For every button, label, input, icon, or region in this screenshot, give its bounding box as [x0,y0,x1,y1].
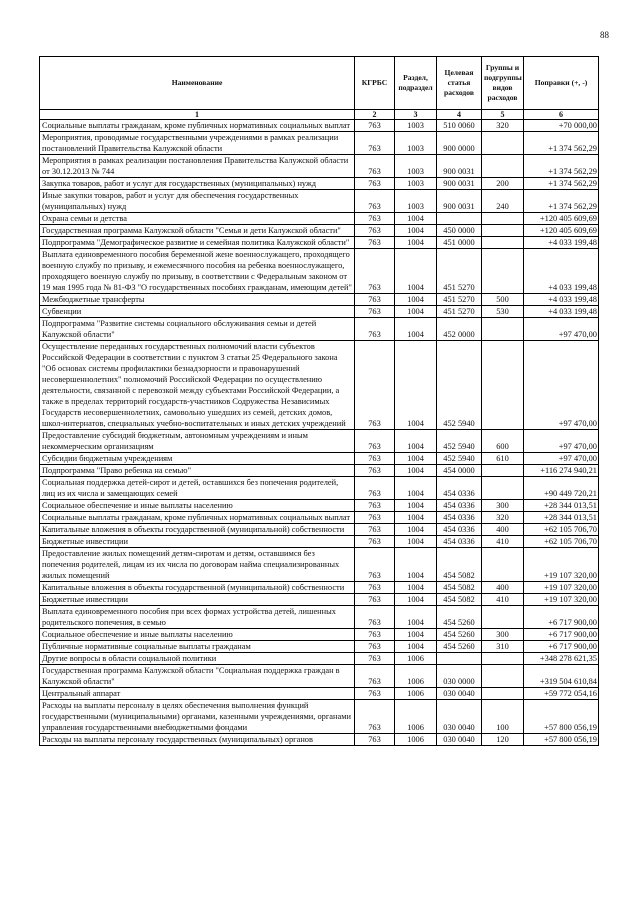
row-expense-type: 300 [482,500,524,512]
row-target-article: 454 0336 [437,512,482,524]
row-kgrbs: 763 [355,688,395,700]
row-razdel: 1006 [395,734,437,746]
row-kgrbs: 763 [355,582,395,594]
row-target-article: 030 0040 [437,700,482,734]
row-name: Государственная программа Калужской области "Социальная поддержка граждан в Калужской области" [40,665,355,688]
row-amount: +57 800 056,19 [524,734,599,746]
table-header-row [40,57,599,110]
row-name: Мероприятия в рамках реализации постановления Правительства Калужской области от 30.12.2013 № 744 [40,155,355,178]
page-number: 88 [600,30,609,40]
row-kgrbs: 763 [355,318,395,341]
table-row [40,249,599,294]
row-kgrbs: 763 [355,465,395,477]
row-amount: +6 717 900,00 [524,629,599,641]
row-expense-type: 600 [482,430,524,453]
row-name: Подпрограмма "Развитие системы социального обслуживания семьи и детей Калужской области" [40,318,355,341]
row-razdel: 1003 [395,132,437,155]
row-target-article: 450 0000 [437,225,482,237]
row-razdel: 1004 [395,629,437,641]
col-number: 2 [355,110,395,120]
row-razdel: 1004 [395,548,437,582]
table-row [40,665,599,688]
row-kgrbs: 763 [355,536,395,548]
row-amount: +57 800 056,19 [524,700,599,734]
row-expense-type [482,249,524,294]
row-target-article: 900 0031 [437,190,482,213]
row-amount: +4 033 199,48 [524,294,599,306]
row-amount: +19 107 320,00 [524,594,599,606]
row-target-article: 454 0336 [437,524,482,536]
row-expense-type: 240 [482,190,524,213]
row-name: Субвенции [40,306,355,318]
row-kgrbs: 763 [355,213,395,225]
row-kgrbs: 763 [355,306,395,318]
row-name: Расходы на выплаты персоналу в целях обеспечения выполнения функций государственными (муниципальными) органами, казенными учреждениями, органами управления государственными внебюджетными фондами [40,700,355,734]
table-row [40,294,599,306]
row-name: Субсидии бюджетным учреждениям [40,453,355,465]
row-name: Предоставление жилых помещений детям-сиротам и детям, оставшимся без попечения родителей, лицам из их числа по договорам найма специализированных жилых помещений [40,548,355,582]
row-razdel: 1004 [395,294,437,306]
row-amount: +4 033 199,48 [524,237,599,249]
row-kgrbs: 763 [355,237,395,249]
row-name: Иные закупки товаров, работ и услуг для обеспечения государственных (муниципальных) нужд [40,190,355,213]
row-name: Предоставление субсидий бюджетным, автономным учреждениям и иным некоммерческим организациям [40,430,355,453]
row-expense-type: 310 [482,641,524,653]
row-expense-type [482,318,524,341]
row-amount: +4 033 199,48 [524,249,599,294]
row-name: Осуществление переданных государственных полномочий власти субъектов Российской Федерации в соответствии с пунктом 3 статьи 25 Федерального закона "Об основах системы профилактики безнадзорности и правонарушений несовершеннолетних" полномочий Российской Федерации по осуществлению деятельности, связанной с перевозкой между субъектами Российской Федерации, а также в пределах территорий государств-участников Содружества Независимых Государств несовершеннолетних, самовольно ушедших из семей, детских домов, школ-интернатов, специальных учебно-воспитательных и иных детских учреждений [40,341,355,430]
row-name: Другие вопросы в области социальной политики [40,653,355,665]
row-kgrbs: 763 [355,734,395,746]
row-razdel: 1006 [395,665,437,688]
row-expense-type [482,155,524,178]
table-row [40,132,599,155]
row-name: Капитальные вложения в объекты государственной (муниципальной) собственности [40,524,355,536]
row-amount: +59 772 054,16 [524,688,599,700]
row-target-article: 900 0031 [437,178,482,190]
row-razdel: 1004 [395,477,437,500]
row-kgrbs: 763 [355,249,395,294]
row-kgrbs: 763 [355,512,395,524]
row-target-article: 454 5260 [437,629,482,641]
row-name: Публичные нормативные социальные выплаты гражданам [40,641,355,653]
row-amount: +62 105 706,70 [524,536,599,548]
row-kgrbs: 763 [355,190,395,213]
row-kgrbs: 763 [355,430,395,453]
row-name: Охрана семьи и детства [40,213,355,225]
row-kgrbs: 763 [355,629,395,641]
row-amount: +28 344 013,51 [524,500,599,512]
row-razdel: 1004 [395,306,437,318]
row-name: Выплата единовременного пособия беременной жене военнослужащего, проходящего военную службу по призыву, и ежемесячного пособия на ребенка военнослужащего, проходящего военную службу по призыву, в соответствии с Федеральным законом от 19 мая 1995 года № 81-ФЗ "О государственных пособиях гражданам, имеющим детей" [40,249,355,294]
row-target-article: 454 5082 [437,582,482,594]
row-target-article [437,653,482,665]
row-target-article: 900 0031 [437,155,482,178]
row-amount: +348 278 621,35 [524,653,599,665]
table-row [40,120,599,132]
row-expense-type [482,653,524,665]
row-kgrbs: 763 [355,477,395,500]
row-target-article: 454 5082 [437,548,482,582]
row-kgrbs: 763 [355,132,395,155]
row-target-article: 454 0336 [437,477,482,500]
row-expense-type: 320 [482,512,524,524]
row-razdel: 1004 [395,453,437,465]
row-name: Социальные выплаты гражданам, кроме публичных нормативных социальных выплат [40,120,355,132]
table-row [40,629,599,641]
row-kgrbs: 763 [355,500,395,512]
row-razdel: 1004 [395,594,437,606]
table-row [40,178,599,190]
row-expense-type [482,213,524,225]
row-amount: +1 374 562,29 [524,190,599,213]
row-kgrbs: 763 [355,225,395,237]
row-kgrbs: 763 [355,178,395,190]
row-razdel: 1006 [395,688,437,700]
table-row [40,453,599,465]
row-expense-type [482,132,524,155]
row-name: Государственная программа Калужской области "Семья и дети Калужской области" [40,225,355,237]
row-amount: +116 274 940,21 [524,465,599,477]
row-kgrbs: 763 [355,641,395,653]
row-name: Расходы на выплаты персоналу государственных (муниципальных) органов [40,734,355,746]
row-razdel: 1004 [395,641,437,653]
col-number: 4 [437,110,482,120]
row-kgrbs: 763 [355,294,395,306]
row-expense-type [482,688,524,700]
row-razdel: 1004 [395,213,437,225]
row-razdel: 1003 [395,155,437,178]
row-amount: +70 000,00 [524,120,599,132]
row-expense-type: 320 [482,120,524,132]
row-amount: +6 717 900,00 [524,641,599,653]
row-expense-type: 300 [482,629,524,641]
table-row [40,582,599,594]
row-razdel: 1004 [395,465,437,477]
col-header-kgrbs: КГРБС [355,57,395,110]
row-target-article: 451 5270 [437,249,482,294]
row-amount: +97 470,00 [524,453,599,465]
row-kgrbs: 763 [355,665,395,688]
col-number: 3 [395,110,437,120]
row-amount: +19 107 320,00 [524,548,599,582]
row-expense-type: 610 [482,453,524,465]
table-row [40,155,599,178]
table-row [40,700,599,734]
row-amount: +1 374 562,29 [524,155,599,178]
table-row [40,688,599,700]
table-row [40,341,599,430]
row-razdel: 1004 [395,430,437,453]
table-row [40,594,599,606]
column-number-row [40,110,599,120]
row-kgrbs: 763 [355,341,395,430]
row-razdel: 1006 [395,653,437,665]
row-razdel: 1004 [395,524,437,536]
row-razdel: 1003 [395,178,437,190]
row-amount: +62 105 706,70 [524,524,599,536]
row-kgrbs: 763 [355,155,395,178]
table-row [40,318,599,341]
row-amount: +6 717 900,00 [524,606,599,629]
row-target-article: 454 5260 [437,606,482,629]
table-row [40,548,599,582]
row-expense-type [482,606,524,629]
row-expense-type [482,477,524,500]
table-body [40,120,599,746]
row-target-article: 454 5260 [437,641,482,653]
col-number: 5 [482,110,524,120]
table-row [40,524,599,536]
row-target-article: 900 0000 [437,132,482,155]
row-amount: +28 344 013,51 [524,512,599,524]
row-amount: +97 470,00 [524,318,599,341]
table-row [40,225,599,237]
row-target-article: 030 0000 [437,665,482,688]
row-amount: +97 470,00 [524,430,599,453]
row-razdel: 1004 [395,500,437,512]
table-row [40,606,599,629]
row-name: Выплата единовременного пособия при всех формах устройства детей, лишенных родительского попечения, в семью [40,606,355,629]
row-target-article: 454 0336 [437,536,482,548]
row-amount: +1 374 562,29 [524,132,599,155]
row-name: Центральный аппарат [40,688,355,700]
row-name: Межбюджетные трансферты [40,294,355,306]
row-target-article: 451 0000 [437,237,482,249]
col-header-vr: Группы и подгруппы видов расходов [482,57,524,110]
row-name: Подпрограмма "Право ребенка на семью" [40,465,355,477]
row-target-article: 452 0000 [437,318,482,341]
row-razdel: 1004 [395,512,437,524]
budget-table [39,56,599,746]
row-razdel: 1003 [395,120,437,132]
row-razdel: 1003 [395,190,437,213]
row-razdel: 1004 [395,606,437,629]
row-amount: +120 405 609,69 [524,213,599,225]
table-row [40,306,599,318]
row-target-article: 454 0000 [437,465,482,477]
col-number: 6 [524,110,599,120]
row-amount: +90 449 720,21 [524,477,599,500]
row-target-article: 030 0040 [437,688,482,700]
row-expense-type: 410 [482,594,524,606]
row-expense-type: 100 [482,700,524,734]
row-target-article: 454 0336 [437,500,482,512]
row-expense-type: 530 [482,306,524,318]
row-name: Бюджетные инвестиции [40,594,355,606]
row-name: Социальное обеспечение и иные выплаты населению [40,500,355,512]
row-kgrbs: 763 [355,606,395,629]
row-name: Подпрограмма "Демографическое развитие и семейная политика Калужской области" [40,237,355,249]
row-razdel: 1004 [395,237,437,249]
row-amount: +319 504 610,84 [524,665,599,688]
row-kgrbs: 763 [355,700,395,734]
table-row [40,477,599,500]
row-kgrbs: 763 [355,594,395,606]
row-kgrbs: 763 [355,653,395,665]
row-target-article: 454 5082 [437,594,482,606]
col-header-name: Наименование [40,57,355,110]
table-row [40,237,599,249]
row-name: Социальная поддержка детей-сирот и детей, оставшихся без попечения родителей, лиц из их числа и замещающих семей [40,477,355,500]
table-row [40,536,599,548]
table-row [40,653,599,665]
row-expense-type: 200 [482,178,524,190]
row-expense-type: 120 [482,734,524,746]
row-name: Бюджетные инвестиции [40,536,355,548]
row-name: Мероприятия, проводимые государственными учреждениями в рамках реализации постановлений Правительства Калужской области [40,132,355,155]
table-row [40,213,599,225]
row-razdel: 1004 [395,582,437,594]
table-row [40,512,599,524]
col-header-razdel: Раздел, подраздел [395,57,437,110]
row-razdel: 1004 [395,249,437,294]
row-name: Социальные выплаты гражданам, кроме публичных нормативных социальных выплат [40,512,355,524]
row-target-article: 451 5270 [437,294,482,306]
col-number: 1 [40,110,355,120]
row-target-article: 510 0060 [437,120,482,132]
row-amount: +1 374 562,29 [524,178,599,190]
table-row [40,190,599,213]
row-amount: +19 107 320,00 [524,582,599,594]
row-amount: +97 470,00 [524,341,599,430]
col-header-amount: Поправки (+, -) [524,57,599,110]
row-expense-type [482,341,524,430]
table-row [40,734,599,746]
table-row [40,641,599,653]
row-razdel: 1004 [395,341,437,430]
table-row [40,465,599,477]
row-target-article: 452 5940 [437,453,482,465]
row-expense-type [482,465,524,477]
row-target-article: 451 5270 [437,306,482,318]
row-razdel: 1004 [395,225,437,237]
row-razdel: 1006 [395,700,437,734]
row-expense-type [482,237,524,249]
row-target-article [437,213,482,225]
row-expense-type [482,665,524,688]
row-kgrbs: 763 [355,548,395,582]
row-target-article: 452 5940 [437,430,482,453]
row-name: Капитальные вложения в объекты государственной (муниципальной) собственности [40,582,355,594]
col-header-csr: Целевая статья расходов [437,57,482,110]
row-kgrbs: 763 [355,524,395,536]
row-name: Закупка товаров, работ и услуг для государственных (муниципальных) нужд [40,178,355,190]
row-expense-type: 500 [482,294,524,306]
row-expense-type: 400 [482,582,524,594]
row-kgrbs: 763 [355,120,395,132]
row-expense-type: 410 [482,536,524,548]
row-amount: +4 033 199,48 [524,306,599,318]
row-expense-type [482,225,524,237]
row-target-article: 452 5940 [437,341,482,430]
row-razdel: 1004 [395,318,437,341]
row-expense-type [482,548,524,582]
row-expense-type: 400 [482,524,524,536]
table-row [40,500,599,512]
row-name: Социальное обеспечение и иные выплаты населению [40,629,355,641]
row-razdel: 1004 [395,536,437,548]
row-amount: +120 405 609,69 [524,225,599,237]
table-row [40,430,599,453]
row-target-article: 030 0040 [437,734,482,746]
row-kgrbs: 763 [355,453,395,465]
